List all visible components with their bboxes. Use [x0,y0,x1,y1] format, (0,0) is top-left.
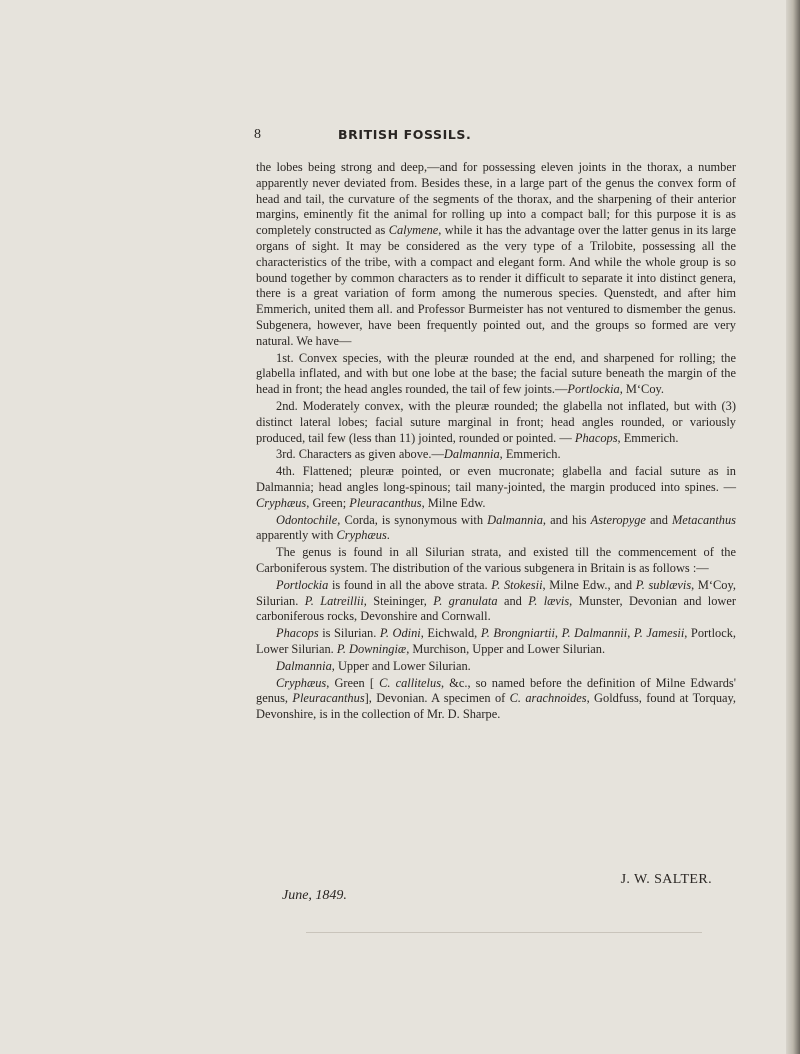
text-run: The genus is found in all Silurian strata, and existed till the commencement of the Carboniferous system. The distribution of the various subgenera in Britain is as follows :— [256,545,736,575]
text-run: 3rd. Characters as given above.— [276,447,444,462]
paragraph [256,513,736,545]
text-run: , Eichwald, [420,626,481,641]
italic-term: Cryphæus [256,495,307,510]
italic-term: P. Downingiæ [336,641,407,656]
date-line [282,888,347,904]
running-title: BRITISH FOSSILS. [338,127,472,142]
text-run: , Emmerich. [499,447,561,462]
text-run: , [554,626,562,641]
italic-term: Phacops [276,626,319,641]
date-text: June, 1849. [282,888,347,903]
page-header [254,127,554,147]
italic-term: Odontochile [276,512,338,527]
body-text [256,160,736,723]
text-run: , Upper and Lower Silurian. [331,658,471,673]
italic-term: P. Stokesii [491,577,543,592]
italic-term: P. Dalmannii [561,626,628,641]
text-run: , and his [542,512,591,527]
page-edge-shadow [786,0,800,1054]
italic-term: Portlockia [276,577,329,592]
text-run: , Steininger, [363,593,434,608]
text-run: , Munster, Devonian and lower carboniferous rocks, Devonshire and Cornwall. [256,593,736,624]
italic-term: Pleuracanthus [349,495,422,510]
paragraph [256,399,736,446]
italic-term: Cryphæus [336,528,387,543]
text-run: 1st. Convex species, with the pleuræ rounded at the end, and sharpened for rolling; the glabella inflated, and with but one lobe at the base; the facial suture beneath the margin of the head in front; the head angles rounded, the tail of few joints.— [256,350,736,397]
paragraph [256,545,736,577]
italic-term: Dalmannia [443,447,500,462]
italic-term: Dalmannia [487,512,543,527]
text-run: , Emmerich. [617,430,679,445]
italic-term: Calymene [388,223,439,238]
italic-term: P. Jamesii [633,626,685,641]
text-run: . [386,528,390,543]
author-signature: J. W. SALTER. [620,872,712,887]
text-run: , Green; [306,495,350,510]
italic-term: Dalmannia [276,658,332,673]
italic-term: P. Latreillii [304,593,364,608]
text-run: , &c., so named before the definition of Milne Edwards' genus, [256,675,736,706]
italic-term: P. sublævis [635,577,692,592]
text-run: , M‘Coy. [619,382,665,397]
italic-term: Phacops [574,430,618,445]
text-run: the lobes being strong and deep,—and for possessing eleven joints in the thorax, a number apparently never deviated from. Besides these, in a large part of the genus the convex form of head and tail, the curvature of the segments of the thorax, and the sharpening of their anterior margins, eminently fit the animal for rolling up into a compact ball; for this purpose it is as completely constructed as [256,160,736,238]
text-run: ], Devonian. A specimen of [364,691,510,706]
text-run: , Goldfuss, found at Torquay, Devonshire, is in the collection of Mr. D. Sharpe. [256,691,736,722]
italic-term: C. callitelus [379,675,442,690]
italic-term: P. lævis [528,593,570,608]
page-number: 8 [254,127,261,142]
paragraph [256,447,736,463]
text-run: , M‘Coy, Silurian. [256,577,736,608]
text-run: 2nd. Moderately convex, with the pleuræ rounded; the glabella not inflated, but with (3) distinct lateral lobes; facial suture marginal in front; head angles rounded, or variously produced, tail few (less than 11) jointed, rounded or pointed. — [256,398,736,445]
text-run: and [645,512,672,527]
italic-term: P. granulata [433,593,498,608]
text-run: , Green [ [326,675,380,690]
text-run: and [497,593,529,608]
italic-term: Asteropyge [590,512,646,527]
text-run: apparently with [256,528,337,543]
text-run: , [627,626,634,641]
paragraph [256,676,736,723]
paragraph [256,160,736,350]
paragraph [256,659,736,675]
text-run: , Milne Edw. [421,495,486,510]
text-run: 4th. Flattened; pleuræ pointed, or even mucronate; glabella and facial suture as in Dalmannia; head angles long-spinous; tail many-jointed, the margin produced into spines. — [256,464,736,494]
italic-term: Pleuracanthus [292,691,365,706]
paragraph [256,578,736,625]
paragraph [256,351,736,398]
text-run: , Milne Edw., and [542,577,636,592]
paragraph [256,626,736,658]
text-run: is Silurian. [318,626,380,641]
paragraph [256,464,736,511]
italic-term: P. Brongniartii [480,626,555,641]
italic-term: Metacanthus [671,512,736,527]
italic-term: P. Odini [379,626,421,641]
italic-term: C. arachnoides [509,691,587,706]
text-run: , while it has the advantage over the latter genus in its large organs of sight. It may be considered as the very type of a Trilobite, possessing all the characteristics of the tribe, with a compact and elegant form. And while the whole group is so bound together by common characters as to render it difficult to separate it into distinct genera, there is a great variation of form among the numerous species. Quenstedt, and after him Emmerich, united them all. and Professor Burmeister has not ventured to dismember the genus. Subgenera, however, have been frequently pointed out, and the groups so formed are very natural. We have— [256,223,736,348]
text-run: , Corda, is synonymous with [337,512,488,527]
text-run: is found in all the above strata. [328,577,492,592]
text-run: , Portlock, Lower Silurian. [256,626,737,656]
divider [306,932,702,933]
italic-term: Portlockia [567,382,620,397]
text-run: , Murchison, Upper and Lower Silurian. [406,641,606,656]
italic-term: Cryphæus [276,675,327,690]
signature-block [256,872,736,912]
